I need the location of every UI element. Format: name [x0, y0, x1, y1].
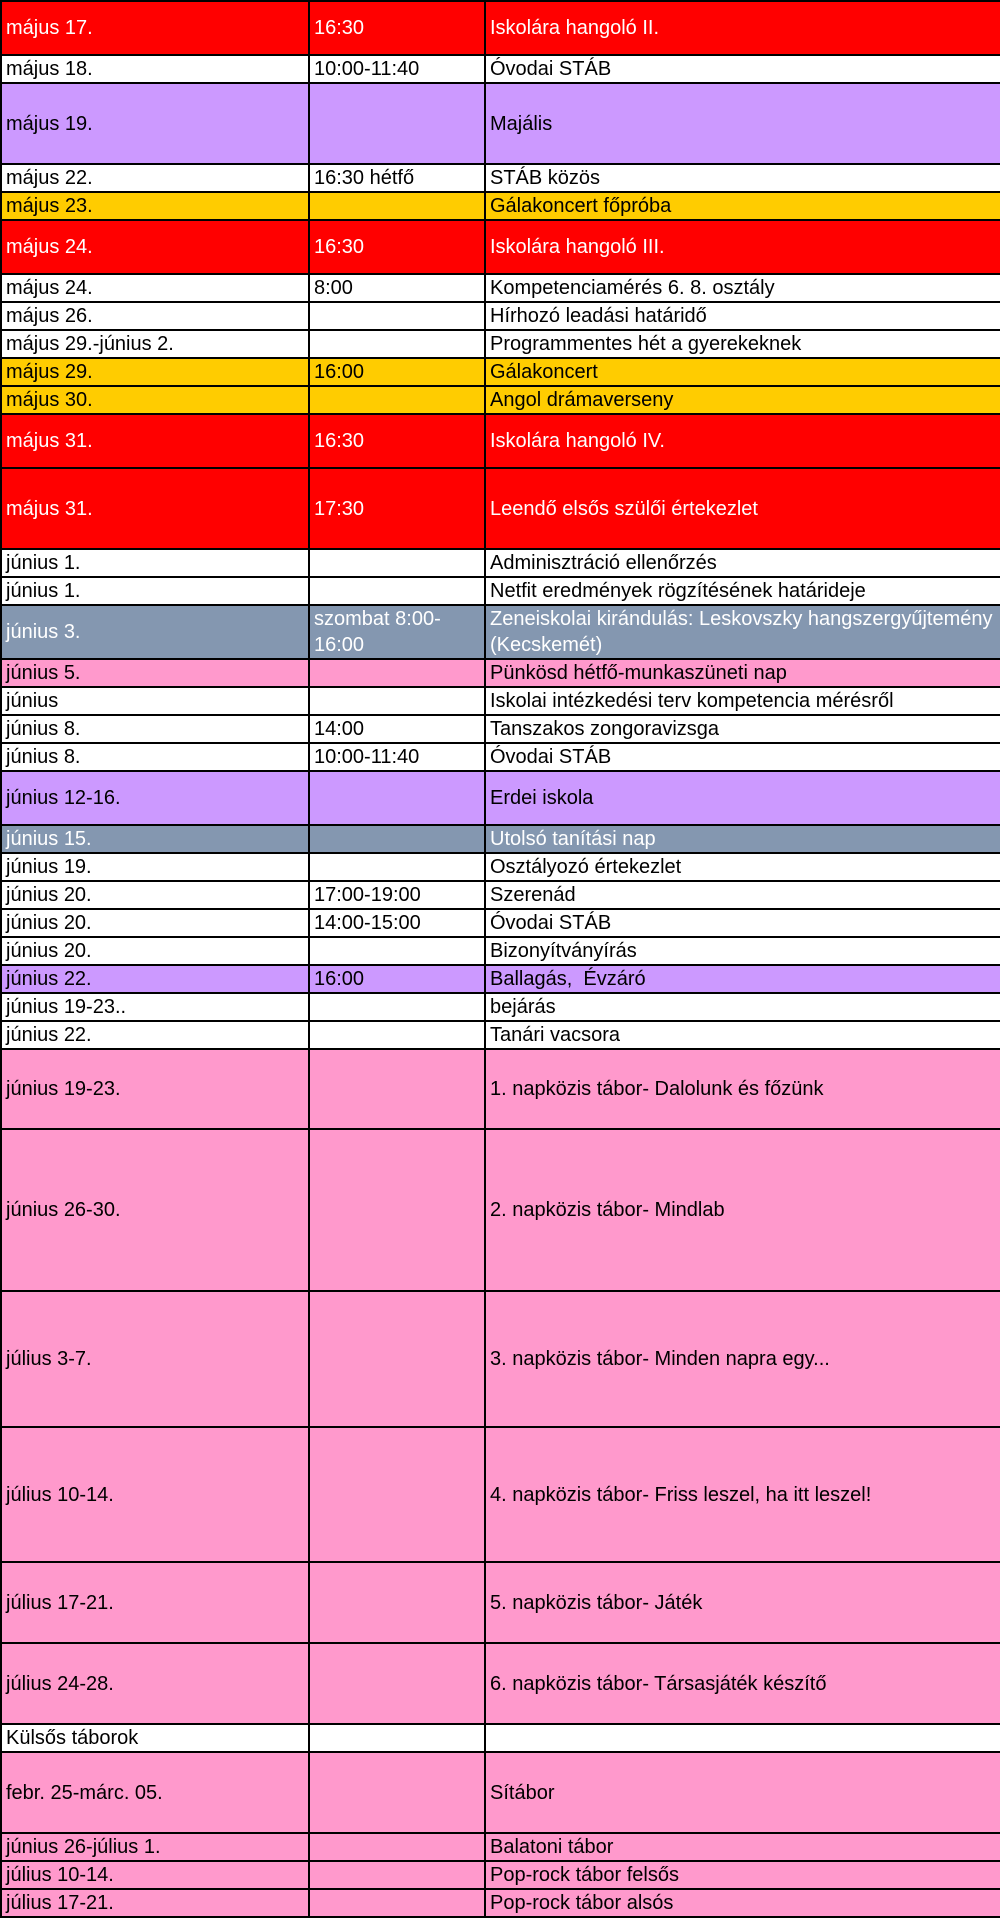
event-cell: Hírhozó leadási határidő — [485, 302, 1000, 330]
time-cell — [309, 687, 485, 715]
event-cell: Zeneiskolai kirándulás: Leskovszky hangszergyűjtemény (Kecskemét) — [485, 605, 1000, 659]
table-row — [1, 687, 1000, 715]
table-row — [1, 386, 1000, 414]
time-cell — [309, 853, 485, 881]
time-cell — [309, 1291, 485, 1427]
table-row — [1, 302, 1000, 330]
table-row — [1, 1752, 1000, 1833]
table-row — [1, 330, 1000, 358]
event-cell: Majális — [485, 83, 1000, 164]
time-cell — [309, 659, 485, 687]
time-cell: 16:30 — [309, 414, 485, 468]
event-cell: Ballagás, Évzáró — [485, 965, 1000, 993]
table-row — [1, 1643, 1000, 1724]
table-row — [1, 1291, 1000, 1427]
table-row — [1, 659, 1000, 687]
event-cell: Netfit eredmények rögzítésének határideje — [485, 577, 1000, 605]
section-heading: Külsős táborok — [1, 1724, 309, 1752]
event-cell: Óvodai STÁB — [485, 909, 1000, 937]
time-cell: 10:00-11:40 — [309, 55, 485, 83]
event-cell: Pop-rock tábor alsós — [485, 1889, 1000, 1917]
time-cell: 16:30 — [309, 1, 485, 55]
event-cell: Iskolára hangoló IV. — [485, 414, 1000, 468]
date-cell: június 1. — [1, 577, 309, 605]
date-cell: május 31. — [1, 414, 309, 468]
event-cell: Osztályozó értekezlet — [485, 853, 1000, 881]
table-row — [1, 55, 1000, 83]
date-cell: május 31. — [1, 468, 309, 549]
time-cell — [309, 825, 485, 853]
event-cell: Balatoni tábor — [485, 1833, 1000, 1861]
date-cell: május 22. — [1, 164, 309, 192]
table-row — [1, 192, 1000, 220]
table-row — [1, 468, 1000, 549]
table-row — [1, 715, 1000, 743]
event-cell: Angol drámaverseny — [485, 386, 1000, 414]
table-row — [1, 358, 1000, 386]
time-cell — [309, 1861, 485, 1889]
time-cell — [309, 386, 485, 414]
time-cell: 16:30 — [309, 220, 485, 274]
date-cell: május 24. — [1, 274, 309, 302]
date-cell: június 8. — [1, 715, 309, 743]
event-cell: Tanszakos zongoravizsga — [485, 715, 1000, 743]
table-row — [1, 993, 1000, 1021]
date-cell: június 8. — [1, 743, 309, 771]
event-cell: 5. napközis tábor- Játék — [485, 1562, 1000, 1643]
time-cell — [309, 771, 485, 825]
event-cell: Utolsó tanítási nap — [485, 825, 1000, 853]
event-cell: 6. napközis tábor- Társasjáték készítő — [485, 1643, 1000, 1724]
time-cell: 10:00-11:40 — [309, 743, 485, 771]
date-cell: május 17. — [1, 1, 309, 55]
date-cell: június 3. — [1, 605, 309, 659]
event-cell — [485, 1724, 1000, 1752]
time-cell: 14:00-15:00 — [309, 909, 485, 937]
date-cell: június 12-16. — [1, 771, 309, 825]
table-row — [1, 1889, 1000, 1917]
time-cell — [309, 1643, 485, 1724]
table-row — [1, 853, 1000, 881]
table-row — [1, 605, 1000, 659]
table-row — [1, 881, 1000, 909]
table-row — [1, 1724, 1000, 1752]
date-cell: május 30. — [1, 386, 309, 414]
event-cell: Tanári vacsora — [485, 1021, 1000, 1049]
date-cell: június 5. — [1, 659, 309, 687]
date-cell: június 19. — [1, 853, 309, 881]
schedule-body — [1, 1, 1000, 1917]
table-row — [1, 1427, 1000, 1562]
event-cell: Gálakoncert főpróba — [485, 192, 1000, 220]
table-row — [1, 1021, 1000, 1049]
event-cell: Iskolára hangoló II. — [485, 1, 1000, 55]
date-cell: június 19-23.. — [1, 993, 309, 1021]
date-cell: febr. 25-márc. 05. — [1, 1752, 309, 1833]
time-cell — [309, 549, 485, 577]
date-cell: június 22. — [1, 965, 309, 993]
date-cell: július 10-14. — [1, 1861, 309, 1889]
table-row — [1, 1049, 1000, 1129]
time-cell: szombat 8:00-16:00 — [309, 605, 485, 659]
time-cell — [309, 1562, 485, 1643]
event-cell: Pünkösd hétfő-munkaszüneti nap — [485, 659, 1000, 687]
table-row — [1, 825, 1000, 853]
table-row — [1, 549, 1000, 577]
event-cell: Bizonyítványírás — [485, 937, 1000, 965]
date-cell: július 10-14. — [1, 1427, 309, 1562]
event-cell: 4. napközis tábor- Friss leszel, ha itt leszel! — [485, 1427, 1000, 1562]
date-cell: május 24. — [1, 220, 309, 274]
date-cell: május 19. — [1, 83, 309, 164]
time-cell — [309, 1129, 485, 1291]
table-row — [1, 1861, 1000, 1889]
date-cell: június 1. — [1, 549, 309, 577]
table-row — [1, 1, 1000, 55]
event-cell: Programmentes hét a gyerekeknek — [485, 330, 1000, 358]
date-cell: május 29.-június 2. — [1, 330, 309, 358]
event-cell: bejárás — [485, 993, 1000, 1021]
table-row — [1, 83, 1000, 164]
event-cell: Kompetenciamérés 6. 8. osztály — [485, 274, 1000, 302]
table-row — [1, 965, 1000, 993]
time-cell: 8:00 — [309, 274, 485, 302]
date-cell: június 26-30. — [1, 1129, 309, 1291]
event-cell: STÁB közös — [485, 164, 1000, 192]
date-cell: június 19-23. — [1, 1049, 309, 1129]
event-cell: 3. napközis tábor- Minden napra egy... — [485, 1291, 1000, 1427]
table-row — [1, 1562, 1000, 1643]
time-cell — [309, 1021, 485, 1049]
event-cell: Iskolára hangoló III. — [485, 220, 1000, 274]
time-cell: 16:00 — [309, 358, 485, 386]
date-cell: június 20. — [1, 937, 309, 965]
table-row — [1, 937, 1000, 965]
table-row — [1, 771, 1000, 825]
table-row — [1, 909, 1000, 937]
time-cell — [309, 83, 485, 164]
date-cell: június 15. — [1, 825, 309, 853]
event-cell: Pop-rock tábor felsős — [485, 1861, 1000, 1889]
time-cell: 14:00 — [309, 715, 485, 743]
date-cell: július 24-28. — [1, 1643, 309, 1724]
date-cell: május 23. — [1, 192, 309, 220]
time-cell: 16:00 — [309, 965, 485, 993]
time-cell — [309, 1049, 485, 1129]
date-cell: június — [1, 687, 309, 715]
date-cell: június 20. — [1, 909, 309, 937]
time-cell — [309, 302, 485, 330]
time-cell — [309, 993, 485, 1021]
date-cell: május 26. — [1, 302, 309, 330]
time-cell — [309, 1724, 485, 1752]
date-cell: június 22. — [1, 1021, 309, 1049]
table-row — [1, 743, 1000, 771]
date-cell: június 26-július 1. — [1, 1833, 309, 1861]
event-cell: 1. napközis tábor- Dalolunk és főzünk — [485, 1049, 1000, 1129]
date-cell: május 29. — [1, 358, 309, 386]
table-row — [1, 577, 1000, 605]
time-cell — [309, 937, 485, 965]
time-cell — [309, 1752, 485, 1833]
event-cell: Erdei iskola — [485, 771, 1000, 825]
time-cell — [309, 577, 485, 605]
event-cell: Sítábor — [485, 1752, 1000, 1833]
event-cell: Iskolai intézkedési terv kompetencia mérésről — [485, 687, 1000, 715]
date-cell: július 3-7. — [1, 1291, 309, 1427]
table-row — [1, 220, 1000, 274]
date-cell: május 18. — [1, 55, 309, 83]
time-cell — [309, 1889, 485, 1917]
time-cell — [309, 1833, 485, 1861]
date-cell: július 17-21. — [1, 1889, 309, 1917]
table-row — [1, 274, 1000, 302]
event-cell: Óvodai STÁB — [485, 55, 1000, 83]
event-cell: 2. napközis tábor- Mindlab — [485, 1129, 1000, 1291]
time-cell — [309, 1427, 485, 1562]
event-cell: Szerenád — [485, 881, 1000, 909]
time-cell: 16:30 hétfő — [309, 164, 485, 192]
date-cell: július 17-21. — [1, 1562, 309, 1643]
time-cell — [309, 192, 485, 220]
event-cell: Gálakoncert — [485, 358, 1000, 386]
date-cell: június 20. — [1, 881, 309, 909]
time-cell: 17:30 — [309, 468, 485, 549]
event-cell: Óvodai STÁB — [485, 743, 1000, 771]
table-row — [1, 164, 1000, 192]
table-row — [1, 1129, 1000, 1291]
time-cell: 17:00-19:00 — [309, 881, 485, 909]
time-cell — [309, 330, 485, 358]
event-cell: Leendő elsős szülői értekezlet — [485, 468, 1000, 549]
table-row — [1, 414, 1000, 468]
event-cell: Adminisztráció ellenőrzés — [485, 549, 1000, 577]
table-row — [1, 1833, 1000, 1861]
